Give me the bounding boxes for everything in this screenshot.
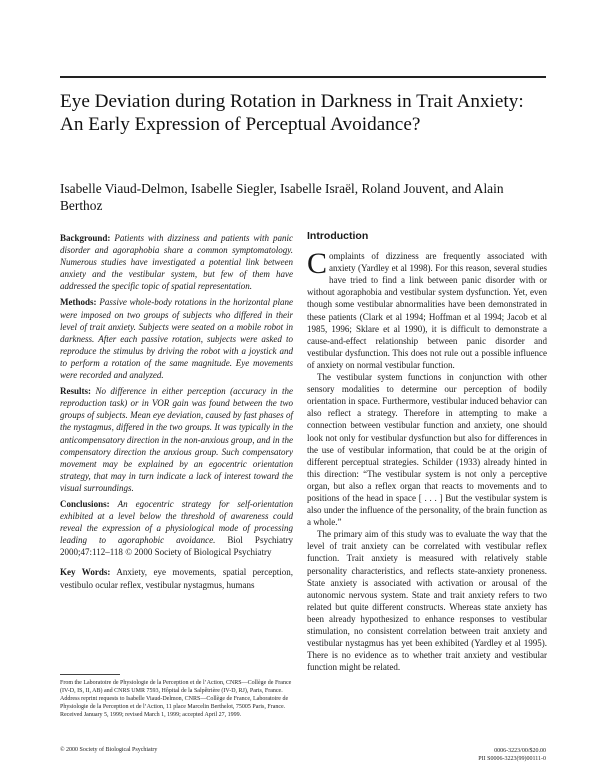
journal-citation: Biol Psychiatry 2000;47:112–118 © 2000 Society of Biological Psychiatry [60,535,293,558]
issn-code: 0006-3223/00/$20.00 [494,748,546,754]
intro-paragraph-1 [307,247,547,371]
conclusions-label: Conclusions: [60,498,110,509]
pii-code: PII S0006-3223(99)00111-0 [478,756,546,762]
methods-text: Passive whole-body rotations in the horizontal plane were imposed on two groups of subjects who differed in their level of trait anxiety. Subjects were seated on a mobile robot in darkness. After each passive rotation, subjects were asked to reproduce the stimulus by driving the robot with a joystick and to perform a rotation of the same magnitude. Eye movements were recorded and analyzed. [60,297,293,381]
background-label: Background: [60,233,111,243]
results-text: No difference in either perception (accuracy in the reproduction task) or in VOR gain was found between the two groups of subjects. Mean eye deviation, caused by fast phases of the nystagmus, differed in the two groups. It was typically in the anticompensatory direction in the non-anxious group, and in the compensatory direction the anxious group. Such compensatory movement may be explained by an egocentric orientation strategy, that may in turn indicate a lack of interest toward the visual surroundings. [60,386,293,493]
footnotes [60,680,293,720]
abstract-methods [60,296,293,381]
footnote-rule [60,674,120,675]
keywords-text: Anxiety, eye movements, spatial perception, vestibulo ocular reflex, vestibular nystagmus, humans [60,567,293,590]
abstract-background [60,232,293,292]
footnote-affiliation: From the Laboratoire de Physiologie de la Perception et de l’Action, CNRS—Collège de France (IV-D, IS, II, AB) and CNRS UMR 7593, Hôpital de la Salpêtrière (IV-D, RJ), Paris, France. [60,680,292,694]
abstract-column [60,232,293,591]
copyright-notice: © 2000 Society of Biological Psychiatry [60,747,158,753]
introduction-heading: Introduction [307,230,369,242]
intro-paragraph-1-text: omplaints of dizziness are frequently associated with anxiety (Yardley et al 1998). For this reason, several studies have tried to find a link between panic disorder with or without agoraphobia and vestibular system dysfunction. Yet, even though some vestibular abnormalities have been demonstrated in these patients (Clark et al 1994; Hoffman et al 1994; Jacob et al 1985, 1996; Sklare et al 1990), it is difficult to demonstrate a cause-and-effect relationship between panic disorder and vestibular dysfunction. This does not rule out a possible influence of anxiety on normal vestibular function. [307,251,547,370]
abstract-results [60,385,293,494]
title-top-rule [60,76,546,78]
introduction-column [307,230,547,673]
keywords-label: Key Words: [60,567,111,578]
methods-label: Methods: [60,297,97,308]
abstract-conclusions [60,498,293,558]
footnote-address: Address reprint requests to Isabelle Viaud-Delmon, CNRS—Collège de France, Laboratoire de Physiologie de la Perception et de l’Action, 11 place Marcelin Berthelot, 75005 Paris, France. [60,695,289,710]
intro-paragraph-2: The vestibular system functions in conjunction with other sensory modalities to determine our perception of bodily orientation in space. Furthermore, vestibular induced behavior can also reflect a strategy. Therefore in attempting to make a connection between vestibular function and anxiety, one should look not only for vestibular dysfunction but also for differences in the use of vestibular information, that could be at the origin of different perceptual strategies. Schilder (1933) already hinted in this direction: “The vestibular system is not only a perceptive organ, but also a reflex organ that reacts to movements and to positions of the head in space [ . . . ] But the vestibular system is also under the influence of the personality, of the brain function as a whole.” [307,372,547,528]
article-title: Eye Deviation during Rotation in Darkness in Trait Anxiety: An Early Expression of Perceptual Avoidance? [60,91,524,135]
drop-cap: C [307,247,328,281]
conclusions-text: An egocentric strategy for self-orientation exhibited at a level below the threshold of awareness could reveal the expression of a physiological mode of processing leading to agoraphobic avoidance. [60,498,293,546]
author-list: Isabelle Viaud-Delmon, Isabelle Siegler, Isabelle Israël, Roland Jouvent, and Alain Berthoz [60,181,504,213]
keywords [60,566,293,590]
background-text: Patients with dizziness and patients with panic disorder and agoraphobia share a common symptomatology. Numerous studies have investigated a potential link between anxiety and the vestibular system, but few of them have addressed the specific topic of spatial representation. [60,233,293,292]
intro-paragraph-3: The primary aim of this study was to evaluate the way that the level of trait anxiety can be correlated with vestibular reflex function. Trait anxiety is measured with relatively stable personality characteristics, and reflects state-anxiety proneness. State anxiety is associated with activation or arousal of the autonomic nervous system. State and trait anxiety refers to two related but quite different constructs. Whereas state anxiety has been already hypothesized to enhance responses to vestibular stimulation, no consistent correlation between trait anxiety and vestibular nystagmus has yet been exhibited (Yardley et al 1995). There is no evidence as to whether trait anxiety and vestibular function might be related. [307,529,547,673]
footnote-received: Received January 5, 1999; revised March 1, 1999; accepted April 27, 1999. [60,711,242,718]
publication-codes [400,747,546,763]
results-label: Results: [60,386,92,397]
